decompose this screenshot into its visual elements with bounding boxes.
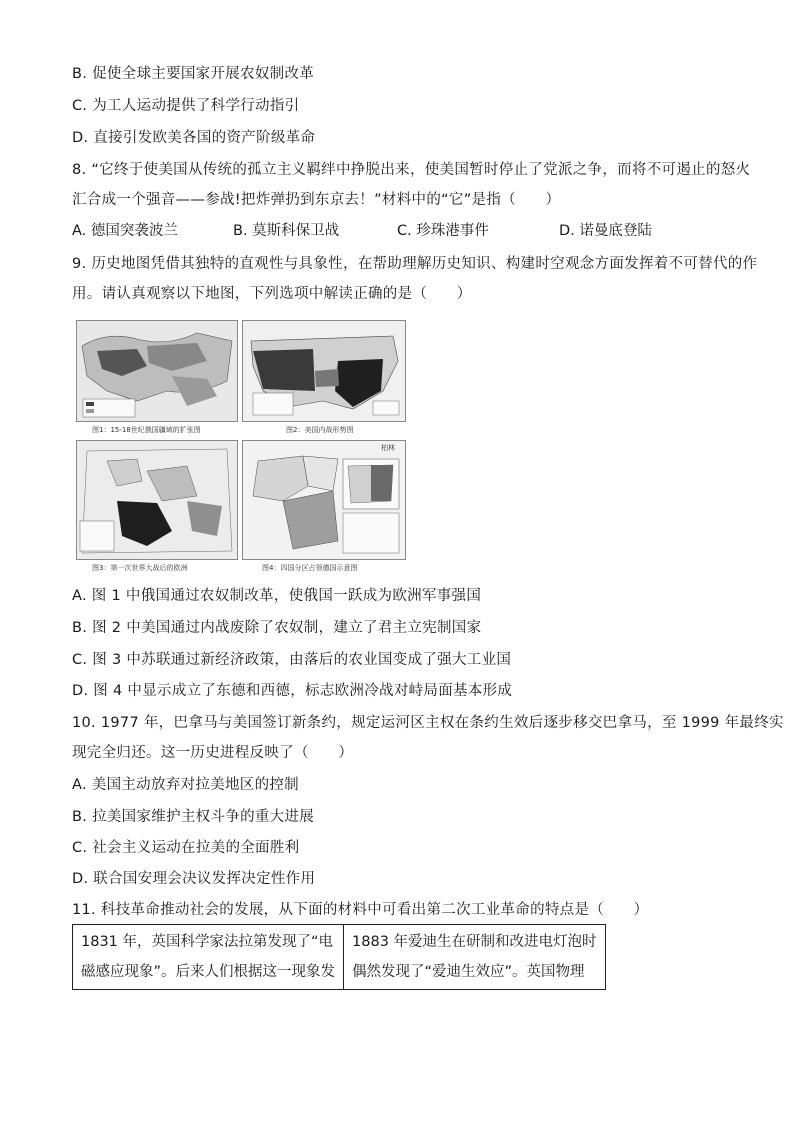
map-1-graphic (77, 321, 237, 421)
q10-stem-line2: 现完全归还。这一历史进程反映了（ ） (72, 745, 354, 761)
q9-stem-line1: 9. 历史地图凭借其独特的直观性与具象性，在帮助理解历史知识、构建时空观念方面发挥着不可替代的作 (72, 256, 758, 272)
q9-option-a: A. 图 1 中俄国通过农奴制改革，使俄国一跃成为欧洲军事强国 (72, 588, 482, 604)
q9-option-d: D. 图 4 中显示成立了东德和西德，标志欧洲冷战对峙局面基本形成 (72, 683, 513, 699)
map-figure-2 (242, 320, 406, 422)
q9-option-b: B. 图 2 中美国通过内战废除了农奴制，建立了君主立宪制国家 (72, 620, 482, 636)
map-4-berlin-label: 柏林 (381, 444, 395, 452)
q8-stem-line2: 汇合成一个强音——参战!把炸弹扔到东京去！”材料中的“它”是指（ ） (72, 192, 561, 208)
q8-option-b: B. 莫斯科保卫战 (233, 223, 340, 239)
option-prev-d: D. 直接引发欧美各国的资产阶级革命 (72, 130, 316, 146)
q10-option-a: A. 美国主动放弃对拉美地区的控制 (72, 777, 299, 793)
q9-option-c: C. 图 3 中苏联通过新经济政策，由落后的农业国变成了强大工业国 (72, 652, 512, 668)
q11-cell2-line2: 偶然发现了“爱迪生效应”。英国物理 (352, 964, 585, 980)
map-figure-4 (242, 440, 406, 560)
map-figure-3 (76, 440, 238, 560)
q9-stem-line2: 用。请认真观察以下地图，下列选项中解读正确的是（ ） (72, 286, 472, 302)
q11-cell-edison (344, 925, 606, 990)
q10-stem-line1: 10. 1977 年，巴拿马与美国签订新条约，规定运河区主权在条约生效后逐步移交巴拿马，至 1999 年最终实 (72, 715, 784, 731)
map-figure-1 (76, 320, 238, 422)
map-2-graphic (243, 321, 405, 421)
q11-cell-faraday (73, 925, 344, 990)
q11-cell1-line2: 磁感应现象”。后来人们根据这一现象发 (81, 964, 336, 980)
q11-stem: 11. 科技革命推动社会的发展，从下面的材料中可看出第二次工业革命的特点是（ ） (72, 902, 649, 918)
q11-material-table (72, 924, 606, 990)
q11-cell2-line1: 1883 年爱迪生在研制和改进电灯泡时 (352, 934, 597, 950)
q8-option-c: C. 珍珠港事件 (397, 223, 489, 239)
q11-cell1-line1: 1831 年，英国科学家法拉第发现了“电 (81, 934, 334, 950)
q8-option-d: D. 诺曼底登陆 (559, 223, 652, 239)
table-row (73, 925, 606, 990)
map-1-caption: 图1：15-18世纪俄国疆域的扩张图 (92, 426, 201, 434)
option-prev-c: C. 为工人运动提供了科学行动指引 (72, 98, 300, 114)
map-2-caption: 图2：美国内战形势图 (286, 426, 354, 434)
map-3-graphic (77, 441, 237, 559)
q10-option-c: C. 社会主义运动在拉美的全面胜利 (72, 840, 300, 856)
option-prev-b: B. 促使全球主要国家开展农奴制改革 (72, 66, 315, 82)
map-4-caption: 图4：四国分区占领德国示意图 (262, 564, 358, 572)
q8-stem-line1: 8. “它终于使美国从传统的孤立主义羁绊中挣脱出来，使美国暂时停止了党派之争，而将不可遏止的怒火 (72, 162, 751, 178)
map-4-graphic (243, 441, 405, 559)
map-3-caption: 图3：第一次世界大战后的欧洲 (92, 564, 188, 572)
q10-option-b: B. 拉美国家维护主权斗争的重大进展 (72, 809, 315, 825)
q8-option-a: A. 德国突袭波兰 (72, 223, 178, 239)
q10-option-d: D. 联合国安理会决议发挥决定性作用 (72, 871, 316, 887)
